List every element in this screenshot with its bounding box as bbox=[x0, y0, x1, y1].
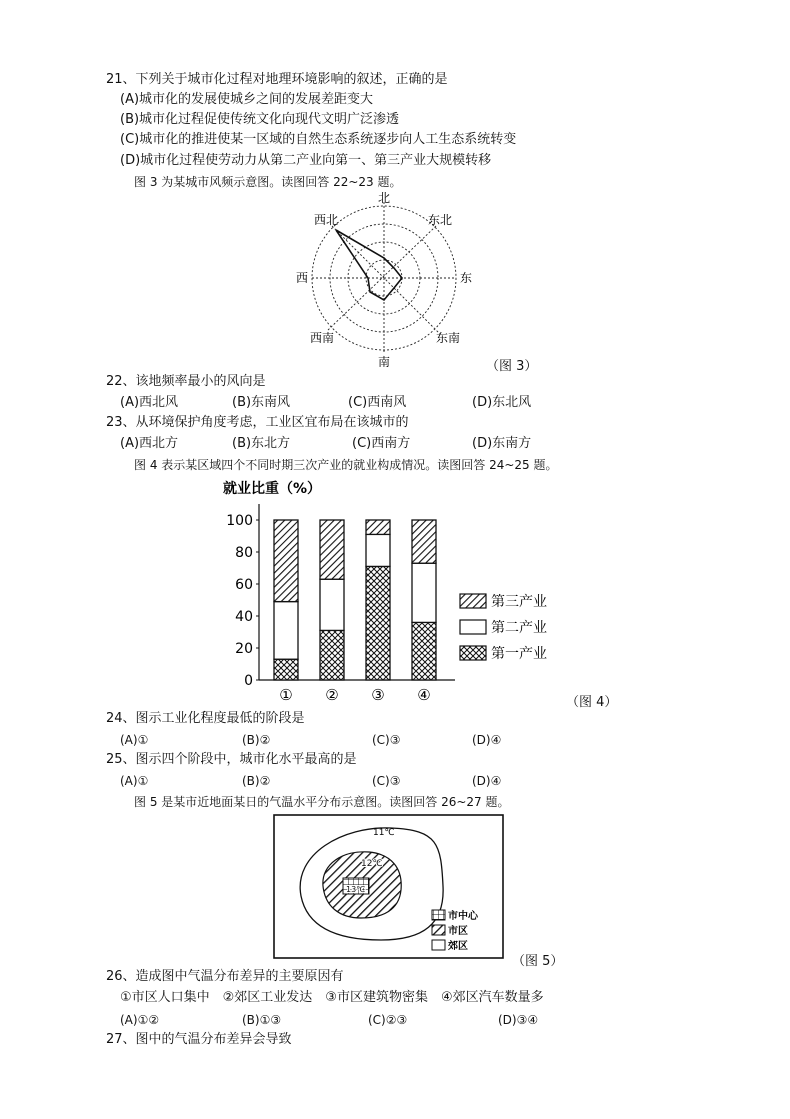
q26-option-c: (C)②③ bbox=[368, 1013, 408, 1027]
dir-s: 南 bbox=[377, 355, 391, 369]
q23-option-c: (C)西南方 bbox=[352, 436, 411, 451]
rose-axis-nw-se bbox=[332, 226, 440, 334]
fig5-caption: （图 5） bbox=[512, 954, 564, 969]
bar-segment-crosshatch bbox=[412, 622, 436, 680]
legend-label-center: 市中心 bbox=[448, 911, 478, 922]
y-tick-label: 80 bbox=[235, 545, 253, 561]
q25-option-d: (D)④ bbox=[472, 774, 502, 788]
employment-structure-chart bbox=[215, 476, 560, 706]
legend-label-urban: 市区 bbox=[448, 926, 468, 937]
legend-swatch bbox=[460, 620, 486, 634]
q23-option-d: (D)东南方 bbox=[472, 436, 532, 451]
q23-stem: 23、从环境保护角度考虑，工业区宜布局在该城市的 bbox=[106, 415, 409, 430]
q22-option-b: (B)东南风 bbox=[232, 395, 291, 410]
intro-26-27: 图 5 是某市近地面某日的气温水平分布示意图。读图回答 26~27 题。 bbox=[134, 795, 510, 809]
chart-ylabel: 就业比重（%） bbox=[223, 481, 322, 497]
x-category-label: ② bbox=[325, 686, 339, 704]
isotherm-11-label: 11℃ bbox=[373, 828, 395, 838]
bar-segment-diagonal bbox=[412, 520, 436, 563]
legend-swatch-center bbox=[432, 910, 445, 920]
bar-segment-crosshatch bbox=[366, 566, 390, 680]
bar-segment-white bbox=[366, 534, 390, 566]
x-category-label: ① bbox=[279, 686, 293, 704]
q22-option-d: (D)东北风 bbox=[472, 395, 532, 410]
bar-segment-white bbox=[274, 602, 298, 660]
dir-e: 东 bbox=[459, 271, 473, 285]
q26-items: ①市区人口集中 ②郊区工业发达 ③市区建筑物密集 ④郊区汽车数量多 bbox=[120, 990, 544, 1005]
q24-stem: 24、图示工业化程度最低的阶段是 bbox=[106, 711, 305, 726]
dir-se: 东南 bbox=[435, 331, 461, 345]
q22-stem: 22、该地频率最小的风向是 bbox=[106, 374, 266, 389]
legend-label: 第三产业 bbox=[491, 594, 547, 610]
isotherm-13-label: 13℃ bbox=[346, 885, 366, 894]
x-category-label: ④ bbox=[417, 686, 431, 704]
x-category-label: ③ bbox=[371, 686, 385, 704]
legend-label-suburb: 郊区 bbox=[448, 941, 468, 952]
q21-option-a: (A)城市化的发展使城乡之间的发展差距变大 bbox=[120, 92, 374, 107]
dir-sw: 西南 bbox=[309, 331, 335, 345]
dir-w: 西 bbox=[295, 271, 309, 285]
legend-label: 第二产业 bbox=[491, 620, 547, 636]
q26-option-d: (D)③④ bbox=[498, 1013, 539, 1027]
bar-segment-diagonal bbox=[320, 520, 344, 579]
q25-option-a: (A)① bbox=[120, 774, 149, 788]
bar-segment-crosshatch bbox=[274, 659, 298, 680]
temperature-distribution-figure bbox=[273, 814, 505, 960]
fig3-caption: （图 3） bbox=[486, 359, 538, 374]
bar-segment-white bbox=[320, 579, 344, 630]
dir-nw: 西北 bbox=[313, 213, 339, 227]
fig4-caption: （图 4） bbox=[566, 695, 618, 710]
q24-option-d: (D)④ bbox=[472, 733, 502, 747]
intro-24-25: 图 4 表示某区域四个不同时期三次产业的就业构成情况。读图回答 24~25 题。 bbox=[134, 458, 558, 472]
bar-segment-white bbox=[412, 563, 436, 622]
q21-option-b: (B)城市化过程促使传统文化向现代文明广泛渗透 bbox=[120, 112, 400, 127]
q25-option-b: (B)② bbox=[242, 774, 271, 788]
legend-swatch bbox=[460, 594, 486, 608]
y-tick-label: 40 bbox=[235, 609, 253, 625]
q21-option-d: (D)城市化过程使劳动力从第二产业向第一、第三产业大规模转移 bbox=[120, 153, 492, 168]
y-tick-label: 60 bbox=[235, 577, 253, 593]
q21-option-c: (C)城市化的推进使某一区域的自然生态系统逐步向人工生态系统转变 bbox=[120, 132, 517, 147]
q24-option-a: (A)① bbox=[120, 733, 149, 747]
q27-stem: 27、图中的气温分布差异会导致 bbox=[106, 1032, 292, 1047]
q25-stem: 25、图示四个阶段中，城市化水平最高的是 bbox=[106, 752, 357, 767]
q22-option-c: (C)西南风 bbox=[348, 395, 407, 410]
q23-option-b: (B)东北方 bbox=[232, 436, 291, 451]
dir-n: 北 bbox=[377, 191, 391, 205]
bar-segment-crosshatch bbox=[320, 630, 344, 680]
q26-option-b: (B)①③ bbox=[242, 1013, 282, 1027]
q26-stem: 26、造成图中气温分布差异的主要原因有 bbox=[106, 969, 344, 984]
q24-option-b: (B)② bbox=[242, 733, 271, 747]
q22-option-a: (A)西北风 bbox=[120, 395, 179, 410]
q21-stem: 21、下列关于城市化过程对地理环境影响的叙述，正确的是 bbox=[106, 72, 448, 87]
q24-option-c: (C)③ bbox=[372, 733, 401, 747]
legend-label: 第一产业 bbox=[491, 646, 547, 662]
bar-segment-diagonal bbox=[366, 520, 390, 534]
y-tick-label: 100 bbox=[226, 513, 253, 529]
y-tick-label: 20 bbox=[235, 641, 253, 657]
q25-option-c: (C)③ bbox=[372, 774, 401, 788]
dir-ne: 东北 bbox=[427, 213, 453, 227]
legend-swatch-suburb bbox=[432, 940, 445, 950]
wind-rose-figure bbox=[290, 190, 480, 370]
bar-segment-diagonal bbox=[274, 520, 298, 602]
y-tick-label: 0 bbox=[244, 673, 253, 689]
intro-22-23: 图 3 为某城市风频示意图。读图回答 22~23 题。 bbox=[134, 175, 402, 189]
isotherm-12-label: 12℃ bbox=[361, 859, 383, 869]
q26-option-a: (A)①② bbox=[120, 1013, 160, 1027]
legend-swatch bbox=[460, 646, 486, 660]
legend-swatch-urban bbox=[432, 925, 445, 935]
q23-option-a: (A)西北方 bbox=[120, 436, 179, 451]
